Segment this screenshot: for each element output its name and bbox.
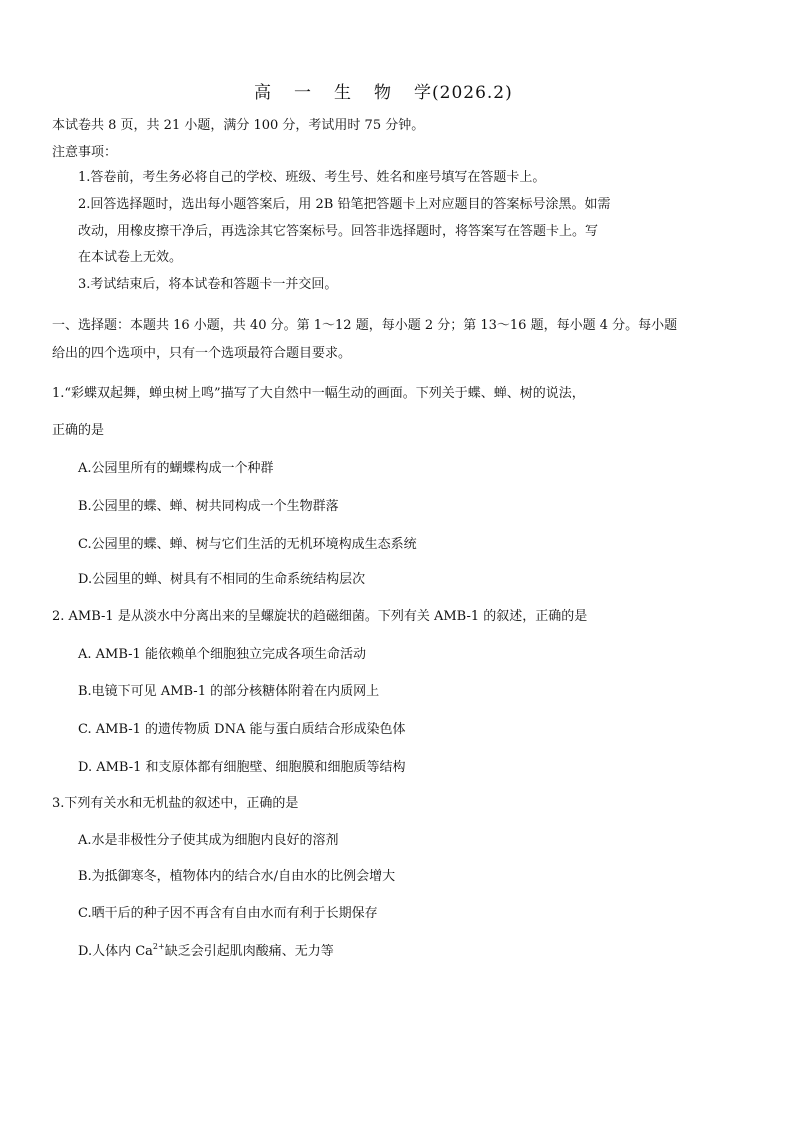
option-text: 缺乏会引起肌肉酸痛、无力等 (164, 944, 334, 959)
section-heading: 一、选择题：本题共 16 小题，共 40 分。第 1～12 题，每小题 2 分；第 13～16 题，每小题 4 分。每小题 (52, 318, 678, 333)
notice-heading: 注意事项： (52, 145, 118, 160)
option: A.水是非极性分子使其成为细胞内良好的溶剂 (78, 833, 339, 848)
exam-info: 本试卷共 8 页，共 21 小题，满分 100 分，考试用时 75 分钟。 (52, 118, 425, 133)
title-date: (2026.2) (432, 83, 513, 103)
question-stem: 1.“彩蝶双起舞，蝉虫树上鸣”描写了大自然中一幅生动的画面。下列关于蝶、蝉、树的说法， (52, 386, 585, 401)
title-char: 学 (414, 83, 432, 103)
option: B.电镜下可见 AMB-1 的部分核糖体附着在内质网上 (78, 684, 380, 699)
title-char: 一 (294, 83, 312, 103)
option: C. AMB-1 的遗传物质 DNA 能与蛋白质结合形成染色体 (78, 722, 406, 737)
notice-item: 改动，用橡皮擦干净后，再选涂其它答案标号。回答非选择题时，将答案写在答题卡上。写 (78, 224, 599, 239)
option: B.公园里的蝶、蝉、树共同构成一个生物群落 (78, 499, 339, 514)
option: C.公园里的蝶、蝉、树与它们生活的无机环境构成生态系统 (78, 537, 417, 552)
question-stem: 3.下列有关水和无机盐的叙述中，正确的是 (52, 796, 299, 811)
option: B.为抵御寒冬，植物体内的结合水/自由水的比例会增大 (78, 869, 396, 884)
notice-item: 1.答卷前，考生务必将自己的学校、班级、考生号、姓名和座号填写在答题卡上。 (78, 170, 546, 185)
exam-title (254, 85, 513, 102)
question-stem: 2. AMB-1 是从淡水中分离出来的呈螺旋状的趋磁细菌。下列有关 AMB-1 的叙述，正确的是 (52, 609, 588, 624)
option: C.晒干后的种子因不再含有自由水而有利于长期保存 (78, 906, 378, 921)
notice-item: 在本试卷上无效。 (78, 250, 183, 265)
title-char: 物 (374, 83, 392, 103)
notice-item: 3.考试结束后，将本试卷和答题卡一并交回。 (78, 277, 338, 292)
option: A. AMB-1 能依赖单个细胞独立完成各项生命活动 (78, 647, 366, 662)
title-char: 高 (254, 83, 272, 103)
option: D. AMB-1 和支原体都有细胞壁、细胞膜和细胞质等结构 (78, 760, 406, 775)
question-stem: 正确的是 (52, 423, 105, 438)
option-text: D.人体内 Ca (78, 944, 153, 959)
superscript: 2+ (152, 942, 165, 951)
section-heading: 给出的四个选项中，只有一个选项最符合题目要求。 (52, 346, 352, 361)
title-char: 生 (334, 83, 352, 103)
notice-item: 2.回答选择题时，选出每小题答案后，用 2B 铅笔把答题卡上对应题目的答案标号涂黑。如需 (78, 197, 611, 212)
option (78, 943, 334, 958)
option: D.公园里的蝉、树具有不相同的生命系统结构层次 (78, 572, 366, 587)
option: A.公园里所有的蝴蝶构成一个种群 (78, 461, 274, 476)
